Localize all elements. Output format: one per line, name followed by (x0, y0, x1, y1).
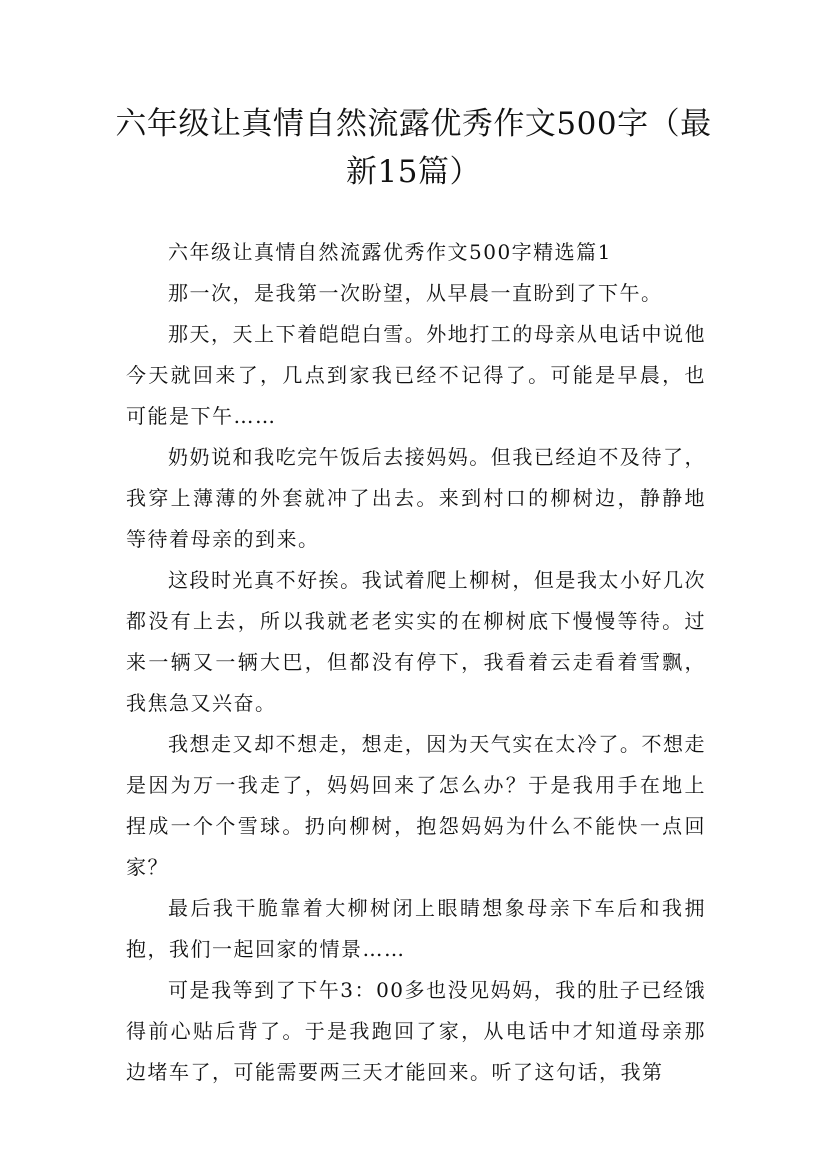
paragraph: 最后我干脆靠着大柳树闭上眼睛想象母亲下车后和我拥抱，我们一起回家的情景…… (126, 896, 706, 961)
document-title: 六年级让真情自然流露优秀作文500字（最新15篇） (115, 106, 712, 190)
paragraph: 奶奶说和我吃完午饭后去接妈妈。但我已经迫不及待了，我穿上薄薄的外套就冲了出去。来到村口的柳树边，静静地等待着母亲的到来。 (126, 445, 706, 551)
paragraph: 那天，天上下着皑皑白雪。外地打工的母亲从电话中说他今天就回来了，几点到家我已经不记得了。可能是早晨，也可能是下午…… (126, 322, 706, 428)
paragraph: 可是我等到了下午3：00多也没见妈妈，我的肚子已经饿得前心贴后背了。于是我跑回了家，从电话中才知道母亲那边堵车了，可能需要两三天才能回来。听了这句话，我第 (126, 978, 706, 1084)
paragraph: 我想走又却不想走，想走，因为天气实在太冷了。不想走是因为万一我走了，妈妈回来了怎么办？于是我用手在地上捏成一个个雪球。扔向柳树，抱怨妈妈为什么不能快一点回家？ (126, 732, 706, 879)
section-heading: 六年级让真情自然流露优秀作文500字精选篇1 (168, 240, 612, 264)
paragraph: 这段时光真不好挨。我试着爬上柳树，但是我太小好几次都没有上去，所以我就老老实实的在柳树底下慢慢等待。过来一辆又一辆大巴，但都没有停下，我看着云走看着雪飘，我焦急又兴奋。 (126, 568, 706, 715)
paragraph: 那一次，是我第一次盼望，从早晨一直盼到了下午。 (168, 281, 663, 305)
document-body (126, 232, 706, 1093)
